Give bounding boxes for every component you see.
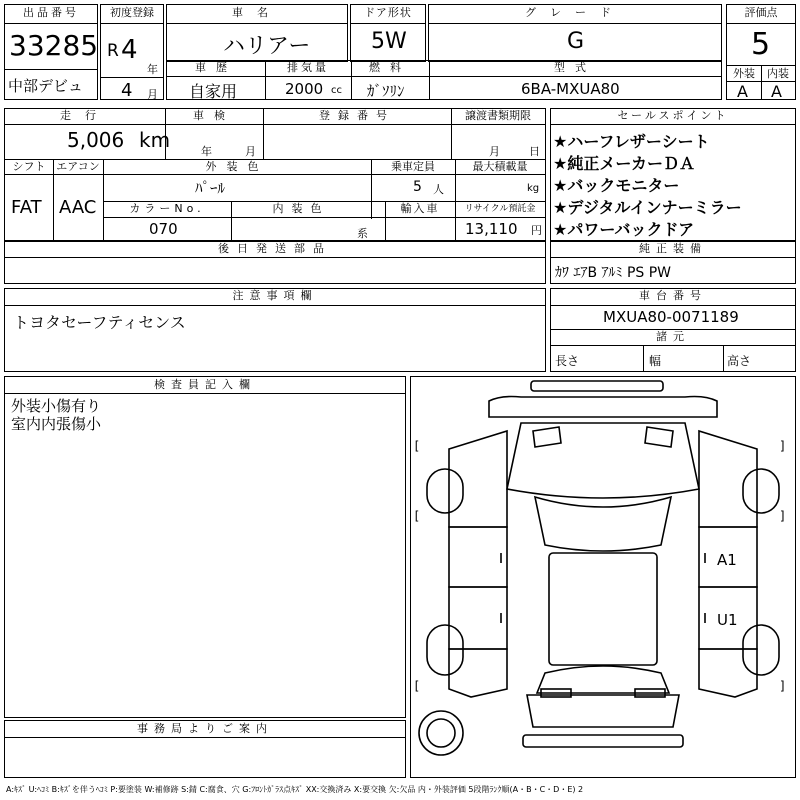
sales-points-box xyxy=(550,108,796,242)
transfer-day-unit: 日 xyxy=(529,145,540,158)
details-box xyxy=(4,108,546,242)
history: 自家用 xyxy=(189,82,238,101)
car-name: ハリアー xyxy=(223,34,311,59)
plate-label: 登録番号 xyxy=(319,109,395,122)
notes-value: トヨタセーフティセンス xyxy=(13,313,186,332)
sales-point-item: ★バックモニター xyxy=(553,176,680,195)
inspector-label: 検査員記入欄 xyxy=(154,378,256,391)
recycle-label: リサイクル預託金 xyxy=(464,204,536,214)
legend: A:ｷｽﾞ U:ﾍｺﾐ B:ｷｽﾞを伴うﾍｺﾐ P:要塗装 W:補修跡 S:錆 C:腐食、穴 G:ﾌﾛﾝﾄｶﾞﾗｽ点ｷｽﾞ XX:交換済み X:要交換 欠:欠品 内・外装評価 5段階ﾗﾝｸ順(A・B・C・D・E) 2 xyxy=(6,785,584,794)
grade-box xyxy=(428,4,722,62)
interior-unit: 系 xyxy=(357,227,368,240)
car-outline xyxy=(411,377,795,777)
car-name-box xyxy=(166,4,348,62)
score-box xyxy=(726,4,796,100)
chassis-label: 車台番号 xyxy=(639,289,707,302)
import-label: 輸入車 xyxy=(400,202,440,215)
bracket-left-mid: [ xyxy=(413,509,421,523)
bracket-left-rear: [ xyxy=(413,679,421,693)
mileage: 5,006 xyxy=(67,128,125,152)
transfer-label: 譲渡書類期限 xyxy=(465,109,531,122)
length-label: 長さ xyxy=(555,354,580,368)
ac-label: エアコン xyxy=(56,160,100,173)
inspector-line: 外装小傷有り xyxy=(11,397,102,415)
score: 5 xyxy=(751,27,771,62)
shift: FAT xyxy=(11,197,42,218)
mileage-unit: km xyxy=(139,128,171,152)
later-parts-label: 後日発送部品 xyxy=(218,242,332,255)
displacement: 2000 xyxy=(285,80,324,98)
interior-label: 内装 xyxy=(767,67,789,80)
shift-label: シフト xyxy=(12,160,46,173)
chassis-number: MXUA80-0071189 xyxy=(603,308,739,326)
dims-label: 諸元 xyxy=(656,330,690,343)
inspection-month-unit: 月 xyxy=(245,145,256,158)
inspection-label: 車検 xyxy=(193,109,235,122)
era: R xyxy=(107,41,119,61)
first-registration-label: 初度登録 xyxy=(110,6,154,19)
capacity: 5 xyxy=(413,179,422,195)
load-label: 最大積載量 xyxy=(472,160,528,173)
sales-point-item: ★デジタルインナーミラー xyxy=(553,198,742,217)
mileage-label: 走行 xyxy=(60,109,110,122)
height-label: 高さ xyxy=(727,354,752,368)
color-label: 外装色 xyxy=(205,160,269,173)
first-registration-box xyxy=(100,4,164,100)
recycle-amount: 13,110 xyxy=(465,220,518,238)
registration-month: 4 xyxy=(121,80,133,101)
history-label: 車歴 xyxy=(195,61,237,74)
door-label: ドア形状 xyxy=(364,6,412,19)
sales-point-item: ★ハーフレザーシート xyxy=(553,132,710,151)
later-parts-box xyxy=(4,240,546,284)
grade-label: グレード xyxy=(525,6,625,19)
equipment-value: ｶﾜ ｴｱB ｱﾙﾐ PS PW xyxy=(555,265,672,281)
transfer-month-unit: 月 xyxy=(489,145,500,158)
equipment-label: 純正装備 xyxy=(639,242,707,255)
fuel: ｶﾞｿﾘﾝ xyxy=(367,82,405,100)
recycle-unit: 円 xyxy=(531,224,542,237)
car-diagram xyxy=(410,376,796,778)
office-box xyxy=(4,720,406,778)
lot-number-label: 出品番号 xyxy=(23,6,79,19)
sales-points-label: セールスポイント xyxy=(617,109,729,122)
office-label: 事務局よりご案内 xyxy=(137,722,273,735)
lot-number: 33285 xyxy=(9,29,99,62)
year-unit: 年 xyxy=(147,63,158,76)
capacity-label: 乗車定員 xyxy=(391,160,435,173)
door-type: 5W xyxy=(371,29,407,54)
car-name-label: 車名 xyxy=(232,6,282,19)
sales-point-item: ★パワーバックドア xyxy=(553,220,695,239)
notes-label: 注意事項欄 xyxy=(232,289,318,302)
grade: G xyxy=(567,29,585,54)
lot-box xyxy=(4,4,98,100)
interior-color-label: 内装色 xyxy=(272,202,330,215)
damage-mark: A1 xyxy=(717,551,737,569)
bracket-right-rear: ] xyxy=(779,679,787,693)
bracket-left-front: [ xyxy=(413,439,421,453)
ac: AAC xyxy=(59,197,97,218)
chassis-box xyxy=(550,288,796,372)
model: 6BA-MXUA80 xyxy=(521,80,620,98)
fuel-label: 燃料 xyxy=(369,61,411,74)
load-unit: kg xyxy=(527,183,540,194)
month-unit: 月 xyxy=(147,88,158,101)
registration-year: 4 xyxy=(121,35,138,65)
color-no: 070 xyxy=(149,220,178,238)
notes-box xyxy=(4,288,546,372)
sales-point-item: ★純正メーカーＤＡ xyxy=(553,154,696,173)
exterior-label: 外装 xyxy=(733,67,755,80)
inspection-year-unit: 年 xyxy=(201,145,212,158)
displacement-label: 排気量 xyxy=(287,61,329,74)
score-label: 評価点 xyxy=(744,6,778,19)
width-label: 幅 xyxy=(649,354,662,368)
damage-mark: U1 xyxy=(717,611,738,629)
exterior-grade: A xyxy=(737,82,748,101)
bracket-right-front: ] xyxy=(779,439,787,453)
equipment-box xyxy=(550,240,796,284)
door-box xyxy=(350,4,426,62)
bracket-right-mid: ] xyxy=(779,509,787,523)
venue-name: 中部デビュ xyxy=(8,77,84,95)
interior-grade: A xyxy=(771,82,782,101)
inspector-line: 室内内張傷小 xyxy=(11,415,102,433)
displacement-unit: cc xyxy=(331,85,342,96)
exterior-color: ﾊﾟｰﾙ xyxy=(195,179,226,197)
capacity-unit: 人 xyxy=(433,183,444,196)
spec-row-box xyxy=(166,60,722,100)
color-no-label: カラーNo. xyxy=(129,202,205,215)
model-label: 型式 xyxy=(554,61,596,74)
inspector-box xyxy=(4,376,406,718)
